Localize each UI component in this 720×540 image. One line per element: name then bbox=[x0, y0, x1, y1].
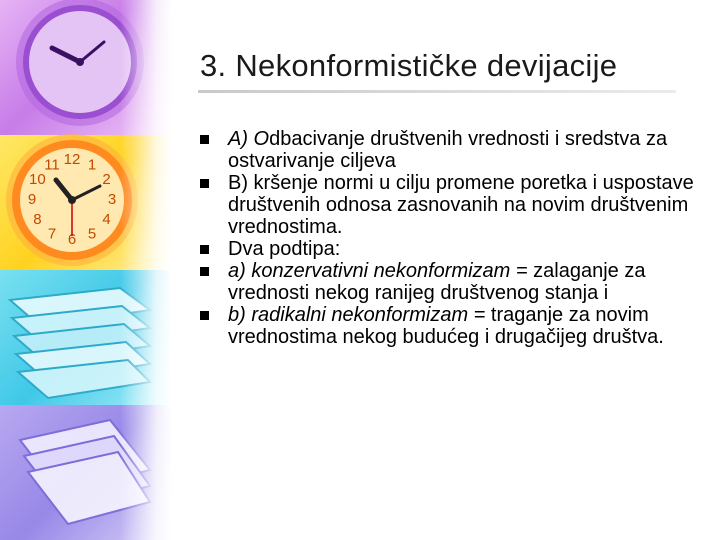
bullet-item bbox=[196, 172, 702, 238]
slide-title: 3. Nekonformističke devijacije bbox=[200, 48, 618, 83]
bullet-marker-icon bbox=[200, 179, 209, 188]
clock-number: 1 bbox=[87, 156, 97, 174]
strip-fade-overlay bbox=[120, 0, 172, 540]
bullet-list bbox=[196, 128, 702, 348]
bullet-text: b) radikalni nekonformizam = bbox=[228, 304, 491, 326]
orange-clock-icon bbox=[6, 134, 138, 266]
clock-number: 6 bbox=[67, 230, 77, 248]
bullet-text: B) kršenje normi u cilju promene poretka i uspostave društvenih odnosa zasnovanih na novim društvenim vrednostima. bbox=[228, 172, 694, 238]
bullet-text: A) O bbox=[228, 128, 270, 150]
bullet-item bbox=[196, 128, 702, 172]
bullet-marker-icon bbox=[200, 135, 209, 144]
bullet-item bbox=[196, 260, 702, 304]
bullet-text: a) konzervativni nekonformizam = bbox=[228, 260, 534, 282]
bullet-marker-icon bbox=[200, 311, 209, 320]
bullet-marker-icon bbox=[200, 267, 209, 276]
bullet-text: zalaganje za vrednosti nekog ranijeg društvenog stanja i bbox=[228, 260, 646, 304]
clock-number: 2 bbox=[102, 170, 111, 188]
bullet-item bbox=[196, 238, 702, 260]
decorative-photo-strip bbox=[0, 0, 172, 540]
bullet-marker-icon bbox=[200, 245, 209, 254]
clock-number: 7 bbox=[47, 225, 57, 243]
clock-number: 3 bbox=[107, 190, 117, 208]
bullet-text: Dva podtipa: bbox=[228, 238, 341, 260]
bullet-text: dbacivanje društvenih vrednosti i sredstva za ostvarivanje ciljeva bbox=[228, 128, 668, 172]
clock-number: 12 bbox=[63, 150, 81, 168]
clock-number: 5 bbox=[87, 225, 97, 243]
bullet-item bbox=[196, 304, 702, 348]
bullet-text: traganje za novim vrednostima nekog budućeg i drugačijeg društva. bbox=[228, 304, 664, 348]
title-underline bbox=[198, 90, 676, 93]
clock-number: 10 bbox=[29, 170, 46, 188]
clock-number: 8 bbox=[33, 210, 42, 228]
clock-number: 4 bbox=[102, 210, 111, 228]
clock-number: 11 bbox=[44, 156, 60, 174]
clock-number: 9 bbox=[27, 190, 37, 208]
